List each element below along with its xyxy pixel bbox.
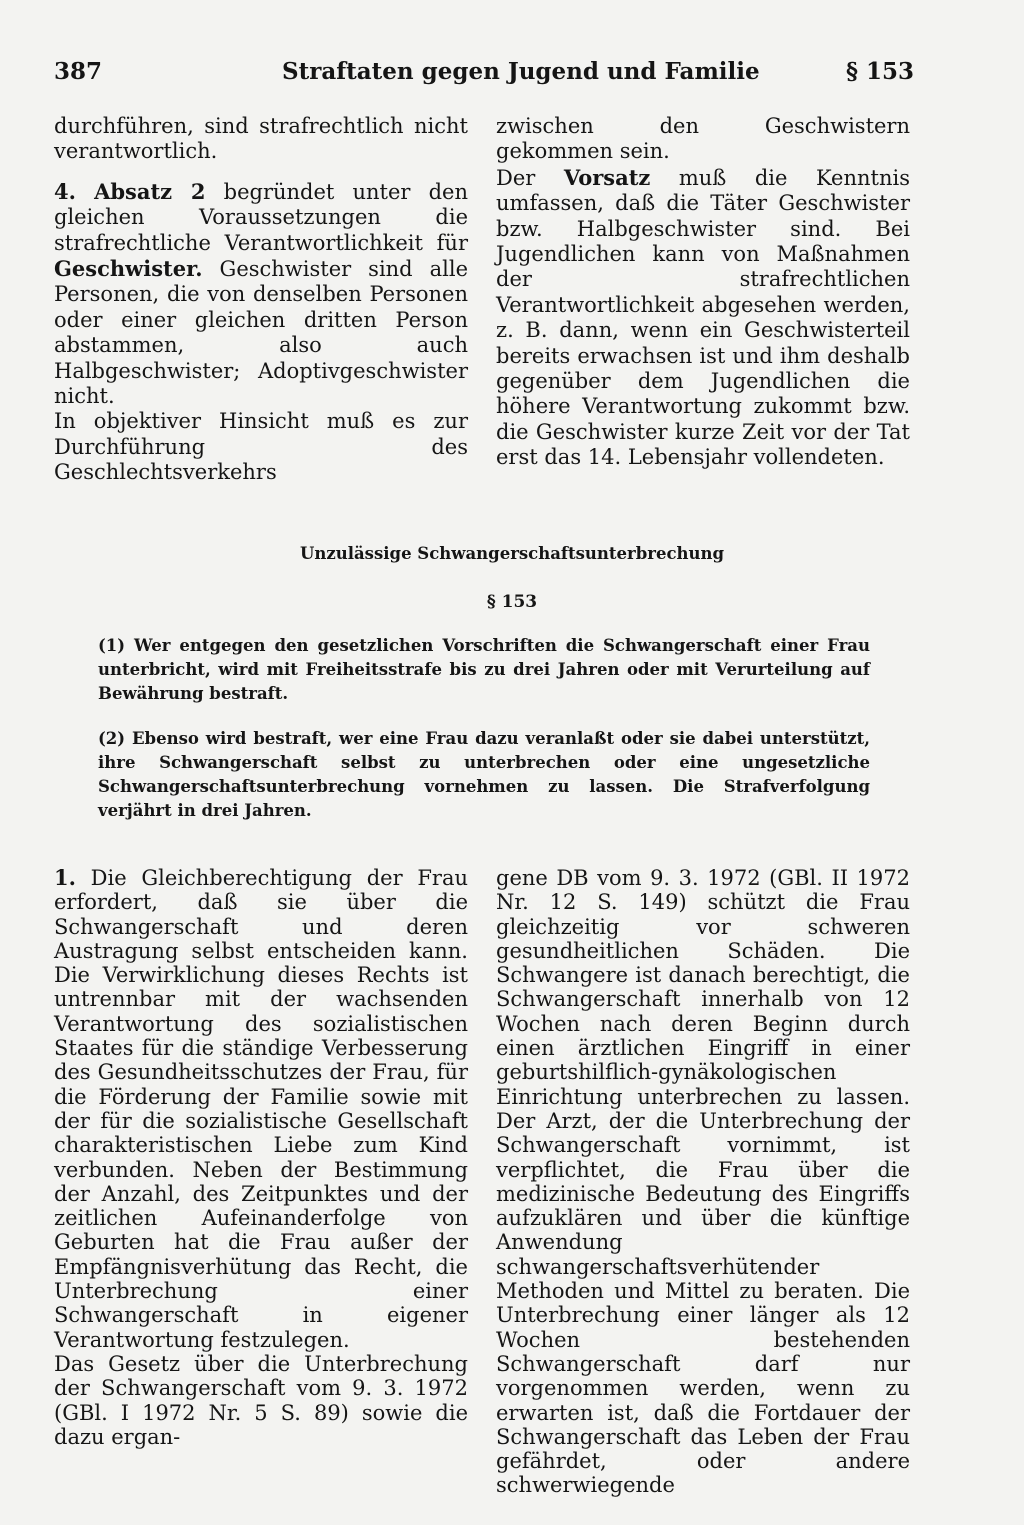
paragraph-text: Der (496, 165, 564, 190)
page-number: 387 (54, 58, 103, 85)
note-number: 1. (54, 865, 76, 890)
bold-term: Vorsatz (563, 164, 651, 190)
running-header (54, 58, 914, 98)
law-section-number: § 153 (486, 592, 538, 612)
running-title: Straftaten gegen Jugend und Familie (282, 58, 760, 85)
top-right-column (496, 114, 910, 471)
paragraph (496, 165, 910, 471)
header-section: § 153 (845, 58, 914, 85)
law-paragraph-text: (1) Wer entgegen den gesetzlichen Vorschriften die Schwangerschaft einer Frau unterbricht, wird mit Freiheitsstrafe bis zu drei Jahren oder mit Verurteilung auf Bewährung bestraft. (98, 636, 870, 703)
paragraph-text: durchführen, sind strafrechtlich nicht verantwortlich. (54, 114, 468, 164)
paragraph-text: Geschwister sind alle Personen, die von denselben Personen oder einer gleichen dritten Person abstammen, also auch Halbgeschwister; Adoptivgeschwister nicht. (54, 257, 468, 409)
paragraph (496, 866, 910, 1498)
paragraph-text: zwischen den Geschwistern gekommen sein. (496, 114, 910, 164)
bold-term: Absatz 2 (94, 178, 206, 204)
note-number: 4. (54, 178, 76, 204)
paragraph (54, 409, 468, 485)
paragraph-text: gene DB vom 9. 3. 1972 (GBl. II 1972 Nr. 12 S. 149) schützt die Frau gleichzeitig vor schweren gesundheitlichen Schäden. Die Schwangere ist danach berechtigt, die Schwangerschaft innerhalb von 12 Wochen nach deren Beginn durch einen ärztlichen Eingriff in einer geburtshilflich-gynäkologischen Einrichtung unterbrechen zu lassen. Der Arzt, der die Unterbrechung der Schwangerschaft vornimmt, ist verpflichtet, die Frau über die medizinische Bedeutung des Eingriffs aufzuklären und über die künftige Anwendung schwangerschaftsverhütender Methoden und Mittel zu beraten. Die Unterbrechung einer länger als 12 Wochen bestehenden Schwangerschaft darf nur vorgenommen werden, wenn zu erwarten ist, daß die Fortdauer der Schwangerschaft das Leben der Frau gefährdet, oder andere schwerwiegende (496, 866, 910, 1498)
paragraph (54, 1352, 468, 1449)
bottom-right-column (496, 866, 910, 1498)
paragraph-text: muß die Kenntnis umfassen, daß die Täter Geschwister bzw. Halbgeschwister sind. Bei Jugendlichen kann von Maßnahmen der strafrechtlichen Verantwortlichkeit abgesehen werden, z. B. dann, wenn ein Geschwisterteil bereits erwachsen ist und ihm deshalb gegenüber dem Jugendlichen die höhere Verantwortung zukommt bzw. die Geschwister kurze Zeit vor der Tat erst das 14. Lebensjahr vollendeten. (496, 165, 910, 470)
bold-term: Geschwister. (54, 256, 203, 282)
bottom-left-column (54, 866, 468, 1449)
paragraph-text: Das Gesetz über die Unterbrechung der Schwangerschaft vom 9. 3. 1972 (GBl. I 1972 Nr. 5 S. 89) sowie die dazu ergan- (54, 1351, 468, 1449)
law-title: Unzulässige Schwangerschaftsunterbrechung (299, 544, 725, 563)
paragraph-text: Die Gleichberechtigung der Frau erfordert, daß sie über die Schwangerschaft und deren Austragung selbst entscheiden kann. Die Verwirklichung dieses Rechts ist untrennbar mit der wachsenden Verantwortung des sozialistischen Staates für die ständige Verbesserung des Gesundheitsschutzes der Frau, für die Förderung der Familie sowie mit der für die sozialistische Gesellschaft charakteristischen Liebe zum Kind verbunden. Neben der Bestimmung der Anzahl, des Zeitpunktes und der zeitlichen Aufeinanderfolge von Geburten hat die Frau außer der Empfängnisverhütung das Recht, die Unterbrechung einer Schwangerschaft in eigener Verantwortung festzulegen. (54, 866, 468, 1352)
law-paragraph-2 (98, 727, 870, 823)
law-paragraph-1 (98, 634, 870, 706)
paragraph-text: begründet unter den gleichen Voraussetzungen die strafrechtliche Verantwortlichkeit für (54, 179, 468, 255)
paragraph (54, 866, 468, 1352)
paragraph (54, 179, 468, 410)
top-left-column (54, 114, 468, 486)
paragraph-text: In objektiver Hinsicht muß es zur Durchführung des Geschlechtsverkehrs (54, 409, 468, 485)
paragraph (54, 114, 468, 165)
law-paragraph-text: (2) Ebenso wird bestraft, wer eine Frau dazu veranlaßt oder sie dabei unterstützt, ihre Schwangerschaft selbst zu unterbrechen oder eine ungesetzliche Schwangerschaftsunterbrechung vornehmen zu lassen. Die Strafverfolgung verjährt in drei Jahren. (98, 729, 870, 820)
paragraph (496, 114, 910, 165)
